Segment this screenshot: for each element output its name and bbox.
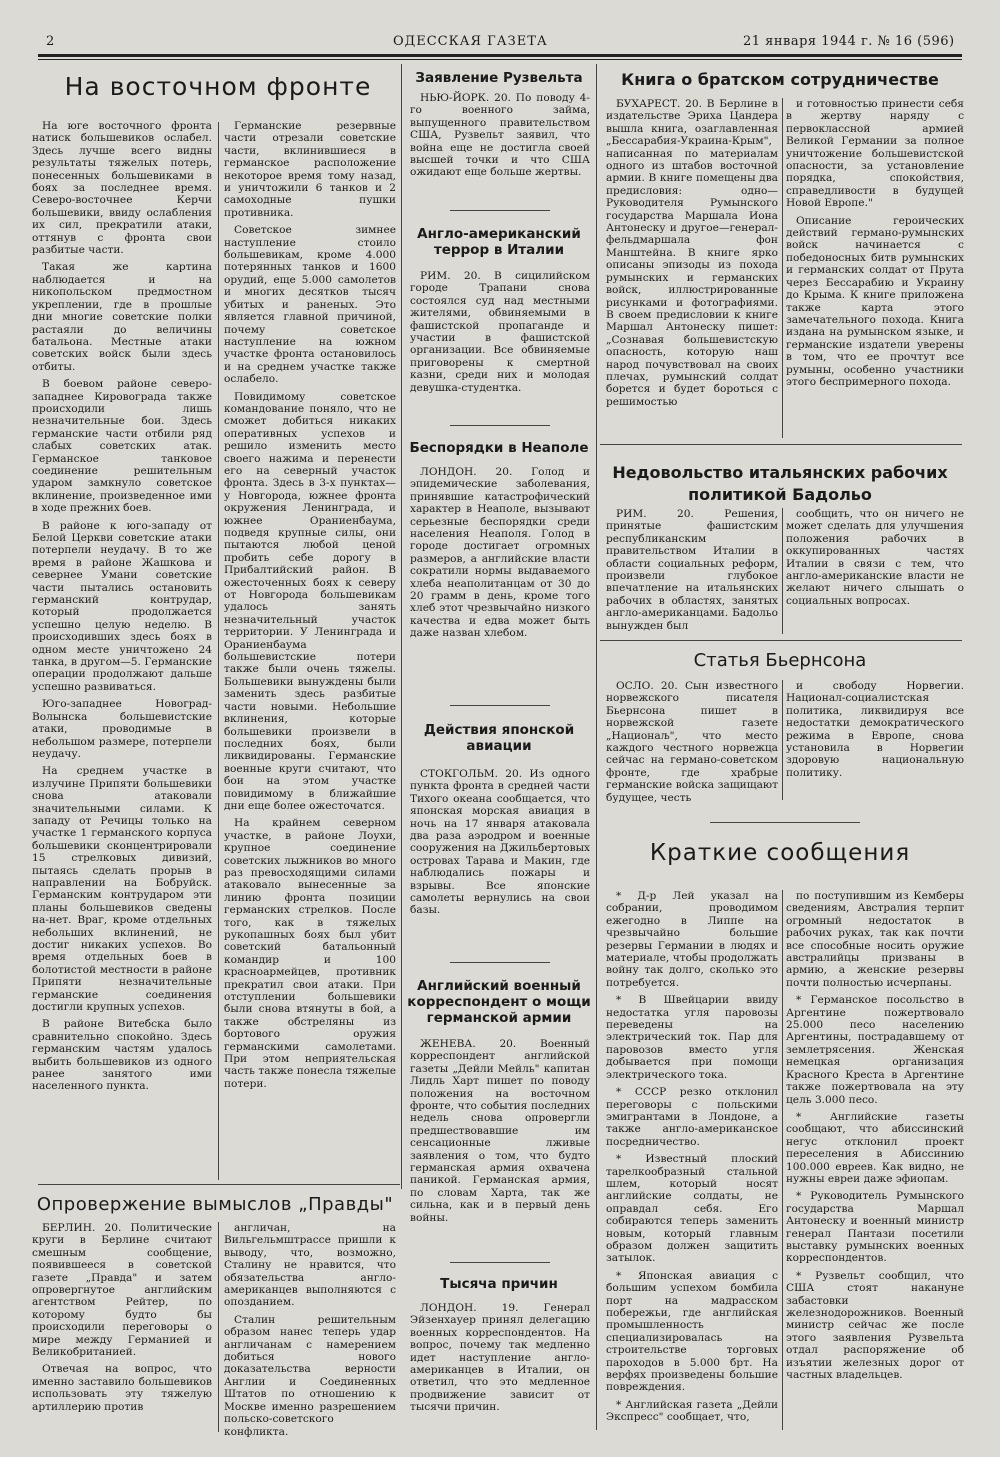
paragraph: по поступившим из Кемберы сведениям, Австралия терпит огромный недостаток в рабочих руках, так как почти все способные носить оружие австралийцы призваны в армию, а женские резервы почти полностью исчерпаны. [786, 890, 964, 989]
paragraph: * Рузвельт сообщил, что США стоят накануне забастовки железнодорожников. Военный министр сейчас же после этого заявления Рузвельта отдал распоряжение об изъятии железных дорог от частных владельцев. [786, 1269, 964, 1382]
paragraph: Отвечая на вопрос, что именно заставило большевиков использовать эту тяжелую артиллерию против [32, 1363, 212, 1413]
section-rule [450, 962, 550, 963]
book-col2 [786, 98, 964, 393]
paragraph: БУХАРЕСТ. 20. В Берлине в издательстве Эриха Цандера вышла книга, озаглавленная „Бессарабия-Украина-Крым", написанная по материалам одного из штабов восточной армии. В книге помещены два предисловия: одно—Руководителя Румынского государства Маршала Иона Антонеску и другое—генерал-фельдмаршала фон Манштейна. В книге ярко описаны эпизоды из похода румынских и германских войск, иллюстрированные рисунками и фотографиями. В своем предисловии к книге Маршал Антонеску пишет: „Сознавая большевистскую опасность, которую наш народ почувствовал на своих плечах, румынский солдат борется и будет бороться с решимостью [606, 98, 778, 408]
reasons-text [410, 1302, 590, 1419]
paragraph: * Английские газеты сообщают, что абиссинский негус отклонил проект переселения в Абиссинию 100.000 евреев. Как видно, не нужны евреи даже эфиопам. [786, 1110, 964, 1185]
column-divider [218, 1222, 219, 1432]
naples-text [410, 466, 590, 645]
paragraph: БЕРЛИН. 20. Политические круги в Берлине считают смешным сообщение, появившееся в советской газете „Правда" и затем опровергнутое английским агентством Рейтер, по которому будто бы происходили переговоры о мире между Германией и Великобританией. [32, 1222, 212, 1359]
section-rule [38, 1184, 400, 1185]
paragraph: В районе к юго-западу от Белой Церкви советские атаки потерпели неудачу. В то же время в районе Жашкова и севернее Умани советские части пытались остановить германский контрудар, который продолжается успешно целую неделю. В происходивших здесь боях в одном месте уничтожено 24 танка, в другом—5. Германские операции продолжают дальше успешно развиваться. [32, 519, 212, 693]
column-divider [782, 680, 783, 800]
badoglio-col1 [606, 508, 778, 637]
east-front-col2 [224, 120, 396, 1095]
page-header [38, 32, 962, 54]
paragraph: ЛОНДОН. 20. Голод и эпидемические заболевания, принявшие катастрофический характер в Неаполе, вызывают серьезные беспорядки среди населения Неаполя. Голод в городе достигает огромных размеров, а английские власти сократили нормы выдаваемого хлеба неаполитанцам от 30 до 20 грамм в день, кроме того хлеб этот чрезвычайно низкого качества и едва может быть даже назван хлебом. [410, 466, 590, 640]
paragraph: СТОКГОЛЬМ. 20. Из одного пункта фронта в средней части Тихого океана сообщается, что японская морская авиация в ночь на 17 января атаковала два раза аэродром и военные сооружения на Джильбертовых островах Тарава и Макин, где наблюдались пожары и взрывы. Все японские самолеты вернулись на свои базы. [410, 768, 590, 917]
east-front-title: На восточном фронте [64, 72, 372, 101]
paragraph: РИМ. 20. В сицилийском городе Трапани снова состоялся суд над местными жителями, обвиняемыми в фашистской пропаганде и участии в фашистской организации. Все обвиняемые приговорены к смертной казни, среди них и молодая девушка-студентка. [410, 270, 590, 394]
correspondent-title: Английский военный корреспондент о мощи германской армии [407, 978, 591, 1026]
pravda-col1 [32, 1222, 212, 1418]
bjornson-col1 [606, 680, 778, 809]
book-col1 [606, 98, 778, 413]
paper-name: ОДЕССКАЯ ГАЗЕТА [393, 34, 548, 49]
paragraph: * Германское посольство в Аргентине пожертвовало 25.000 песо населению Аргентины, пострадавшему от землетрясения. Женская немецкая организация Красного Креста в Аргентине также пожертвовала на эту цель 3.000 песо. [786, 994, 964, 1106]
roosevelt-text [410, 92, 590, 184]
east-front-col1 [32, 120, 212, 1098]
paragraph: * Д-р Лей указал на собрании, проводимом ежегодно в Липпе на чрезвычайно большие резервы Германии в людях и материале, чтобы продолжать войну так долго, сколько это потребуется. [606, 890, 778, 989]
japan-text [410, 768, 590, 922]
badoglio-title: Недовольство итальянских рабочих политикой Бадольо [612, 463, 948, 504]
section-rule [710, 822, 860, 823]
paragraph: Германские резервные части отрезали советские части, вклинившиеся в германское расположение некоторое время тому назад, и уничтожили 6 танков и 2 самоходные пушки противника. [224, 120, 396, 219]
paragraph: Сталин решительным образом нанес теперь удар англичанам с намерением добиться нового доказательства верности Англии и Соединенных Штатов по отношению к Москве именно разрешением польско-советского конфликта. [224, 1313, 396, 1438]
column-divider [596, 64, 597, 1430]
section-rule [450, 210, 550, 211]
paragraph: Такая же картина наблюдается и на никопольском предмостном укреплении, где в прошлые дни многие советские полки растаяли до величины батальона. Местные атаки советских войск были здесь отбиты. [32, 261, 212, 373]
column-divider [782, 508, 783, 634]
paragraph: Юго-западнее Новоград-Волынска большевистские атаки, проводимые в небольшом размере, потерпели неудачу. [32, 698, 212, 760]
header-rule [38, 54, 962, 57]
paragraph: англичан, на Вильгельмштрассе пришли к выводу, что, возможно, Сталину не нравится, что обязательства англо-американцев выполняются с опозданием. [224, 1222, 396, 1309]
paragraph: В боевом районе северо-западнее Кировограда также происходили лишь незначительные бои. Здесь германские части отбили ряд слабых советских атак. Германское танковое соединение решительным ударом замкнуло советское вклинение, произведенное ими в ходе прежних боев. [32, 378, 212, 515]
paragraph: и свободу Норвегии. Национал-социалистская политика, ликвидируя все недостатки демократического режима в Европе, снова установила в Норвегии здоровую национальную политику. [786, 680, 964, 779]
paragraph: * Руководитель Румынского государства Маршал Антонеску и военный министр генерал Пантази посетили выставку румынских военных корреспондентов. [786, 1190, 964, 1265]
paragraph: * Известный плоский тарелкообразный стальной шлем, который носят английские солдаты, не оправдал себя. Его собираются теперь заменить новым, который главным образом должен защитить затылок. [606, 1153, 778, 1265]
header-rule-thin [38, 59, 962, 60]
paragraph: ЛОНДОН. 19. Генерал Эйзенхауер принял делегацию военных корреспондентов. На вопрос, почему так медленно идет наступление англо-американцев в Италии, он ответил, что это медленное продвижение зависит от тысячи причин. [410, 1302, 590, 1414]
column-divider [218, 122, 219, 1180]
japan-title: Действия японской авиации [423, 722, 575, 754]
paragraph: и готовностью принести себя в жертву наряду с первоклассной армией Великой Германии за полное уничтожение большевистской опасности, за установление порядка, спокойствия, справедливости в будущей Новой Европе." [786, 98, 964, 210]
bjornson-title: Статья Бьернсона [693, 650, 867, 671]
section-rule [450, 425, 550, 426]
paragraph: * СССР резко отклонил переговоры с польскими эмигрантами в Лондоне, а также англо-американское посредничество. [606, 1086, 778, 1148]
paragraph: Советское зимнее наступление стоило большевикам, кроме 4.000 потерянных танков и 1600 орудий, еще 5.000 самолетов и многих десятков тысяч убитых и раненых. Это является главной причиной, почему советское наступление на южном участке фронта остановилось и на среднем участке также ослабело. [224, 224, 396, 386]
section-rule [450, 1262, 550, 1263]
bjornson-col2 [786, 680, 964, 784]
pravda-title: Опровержение вымыслов „Правды" [36, 1194, 394, 1215]
brief-title: Краткие сообщения [649, 840, 911, 866]
brief-col2 [786, 890, 964, 1386]
terror-text [410, 270, 590, 399]
terror-title: Англо-американский террор в Италии [417, 226, 581, 258]
correspondent-text [410, 1038, 590, 1229]
section-rule [600, 444, 962, 445]
paragraph: ОСЛО. 20. Сын известного норвежского писателя Бьернсона пишет в норвежской газете „Национаљ", что место каждого честного норвежца сейчас на германо-советском фронте, где храбрые германские войска защищают будущее, честь [606, 680, 778, 804]
paragraph: В районе Витебска было сравнительно спокойно. Здесь германским частям удалось выбить большевиков из одного ранее занятого ими населенного пункта. [32, 1018, 212, 1093]
section-rule [600, 640, 962, 641]
roosevelt-title: Заявление Рузвельта [415, 70, 583, 86]
brief-col1 [606, 890, 778, 1429]
paragraph: * Японская авиация с большим успехом бомбила порт на мадрасском побережьи, где английская промышленность специализировалась на строительстве торговых пароходов в 5.000 брт. На верфях произведены большие повреждения. [606, 1269, 778, 1394]
book-title: Книга о братском сотрудничестве [621, 70, 939, 89]
naples-title: Беспорядки в Неаполе [409, 440, 589, 456]
paragraph: Повидимому советское командование поняло, что не сможет добиться никаких оперативных успехов и решило изменить место своего нажима и перенести его на северный участок фронта. Здесь в 3-х пунктах—у Новгорода, южнее фронта окружения Ленинграда, и южнее Ораниенбаума, подведя крупные силы, они пытаются любой ценой пробить себе дорогу в Прибалтийский район. В ожесточенных боях к северу от Новгорода большевикам удалось занять незначительный участок территории. У Ленинграда и Ораниенбаума большевистские потери также были очень тяжелы. Большевики вынуждены были заменить здесь разбитые части новыми. Небольшие вклинения, которые большевики произвели в последних боях, были ликвидированы. Германские военные круги считают, что бои на этом участке повидимому в ближайшие дни еще более ожесточатся. [224, 390, 396, 812]
paragraph: На среднем участке в излучине Припяти большевики снова атаковали значительными силами. К западу от Речицы только на участке 1 германского корпуса большевики сконцентрировали 15 стрелковых дивизий, пытаясь сделать прорыв в направлении на Бобруйск. Германским контрударом эти планы большевиков сведены на-нет. Враг, кроме отдельных небольших вклинений, не достиг никаких успехов. Во время отдельных боев в болотистой местности в районе Припяти незначительные германские соединения достигли крупных успехов. [32, 765, 212, 1014]
paragraph: ЖЕНЕВА. 20. Военный корреспондент английской газеты „Дейли Мейль" капитан Лидль Харт пишет по поводу положения на восточном фронте, что события последних недель снова опровергли предшествовавшие им сенсационные лживые заявления о том, что будто германская армия охвачена паникой. Германская армия, по словам Харта, так же сильна, как и в первый день войны. [410, 1038, 590, 1224]
paragraph: сообщить, что он ничего не может сделать для улучшения положения рабочих в оккупированных частях Италии в связи с тем, что англо-американские власти не желают ничего слышать о социальных вопросах. [786, 508, 964, 607]
paragraph: На юге восточного фронта натиск большевиков ослабел. Здесь лучше всего видны результаты тяжелых потерь, понесенных большевиками в боях за последнее время. Северо-восточнее Керчи большевики, ввиду ослабления их сил, прекратили атаки, оттянув с фронта свои разбитые части. [32, 120, 212, 257]
column-divider [401, 64, 402, 1189]
section-rule [450, 705, 550, 706]
paragraph: На крайнем северном участке, в районе Лоухи, крупное соединение советских лыжников во много раз превосходящими силами атаковало вынесенные за линию фронта позиции германских стрелков. После того, как в тяжелых рукопашных боях был убит советский батальонный командир и 100 красноармейцев, противник прекратил свои атаки. При отступлении большевики были снова втянуты в бой, а также обстреляны из бортового оружия германскими самолетами. При этом неприятельская часть также понесла тяжелые потери. [224, 817, 396, 1090]
issue-date: 21 января 1944 г. № 16 (596) [743, 34, 955, 49]
reasons-title: Тысяча причин [440, 1276, 558, 1292]
column-divider [782, 98, 783, 438]
paragraph: * В Швейцарии ввиду недостатка угля паровозы переведены на электрический ток. Пар для паровозов вместо угля добывается при помощи электрического тока. [606, 994, 778, 1081]
column-divider [782, 890, 783, 1430]
badoglio-col2 [786, 508, 964, 612]
page-number: 2 [46, 34, 55, 49]
pravda-col2 [224, 1222, 396, 1443]
paragraph: РИМ. 20. Решения, принятые фашистским республиканским правительством Италии в области социальных реформ, произвели глубокое впечатление на итальянских рабочих в областях, занятых англо-американцами. Бадольо вынужден был [606, 508, 778, 632]
paragraph: * Английская газета „Дейли Экспресс" сообщает, что, [606, 1398, 778, 1424]
paragraph: Описание героических действий германо-румынских войск начинается с победоносных битв румынских и германских солдат от Прута через Бессарабию и Украину до Крыма. К книге приложена также карта этого замечательного похода. Книга издана на румынском языке, и германские издатели уверены в том, что ее прочтут все румыны, особенно участники этого беспримерного похода. [786, 214, 964, 388]
paragraph: НЬЮ-ЙОРК. 20. По поводу 4-го военного займа, выпущенного правительством США, Рузвельт заявил, что война еще не достигла своей высшей точки и что США ожидают еще больше жертвы. [410, 92, 590, 179]
